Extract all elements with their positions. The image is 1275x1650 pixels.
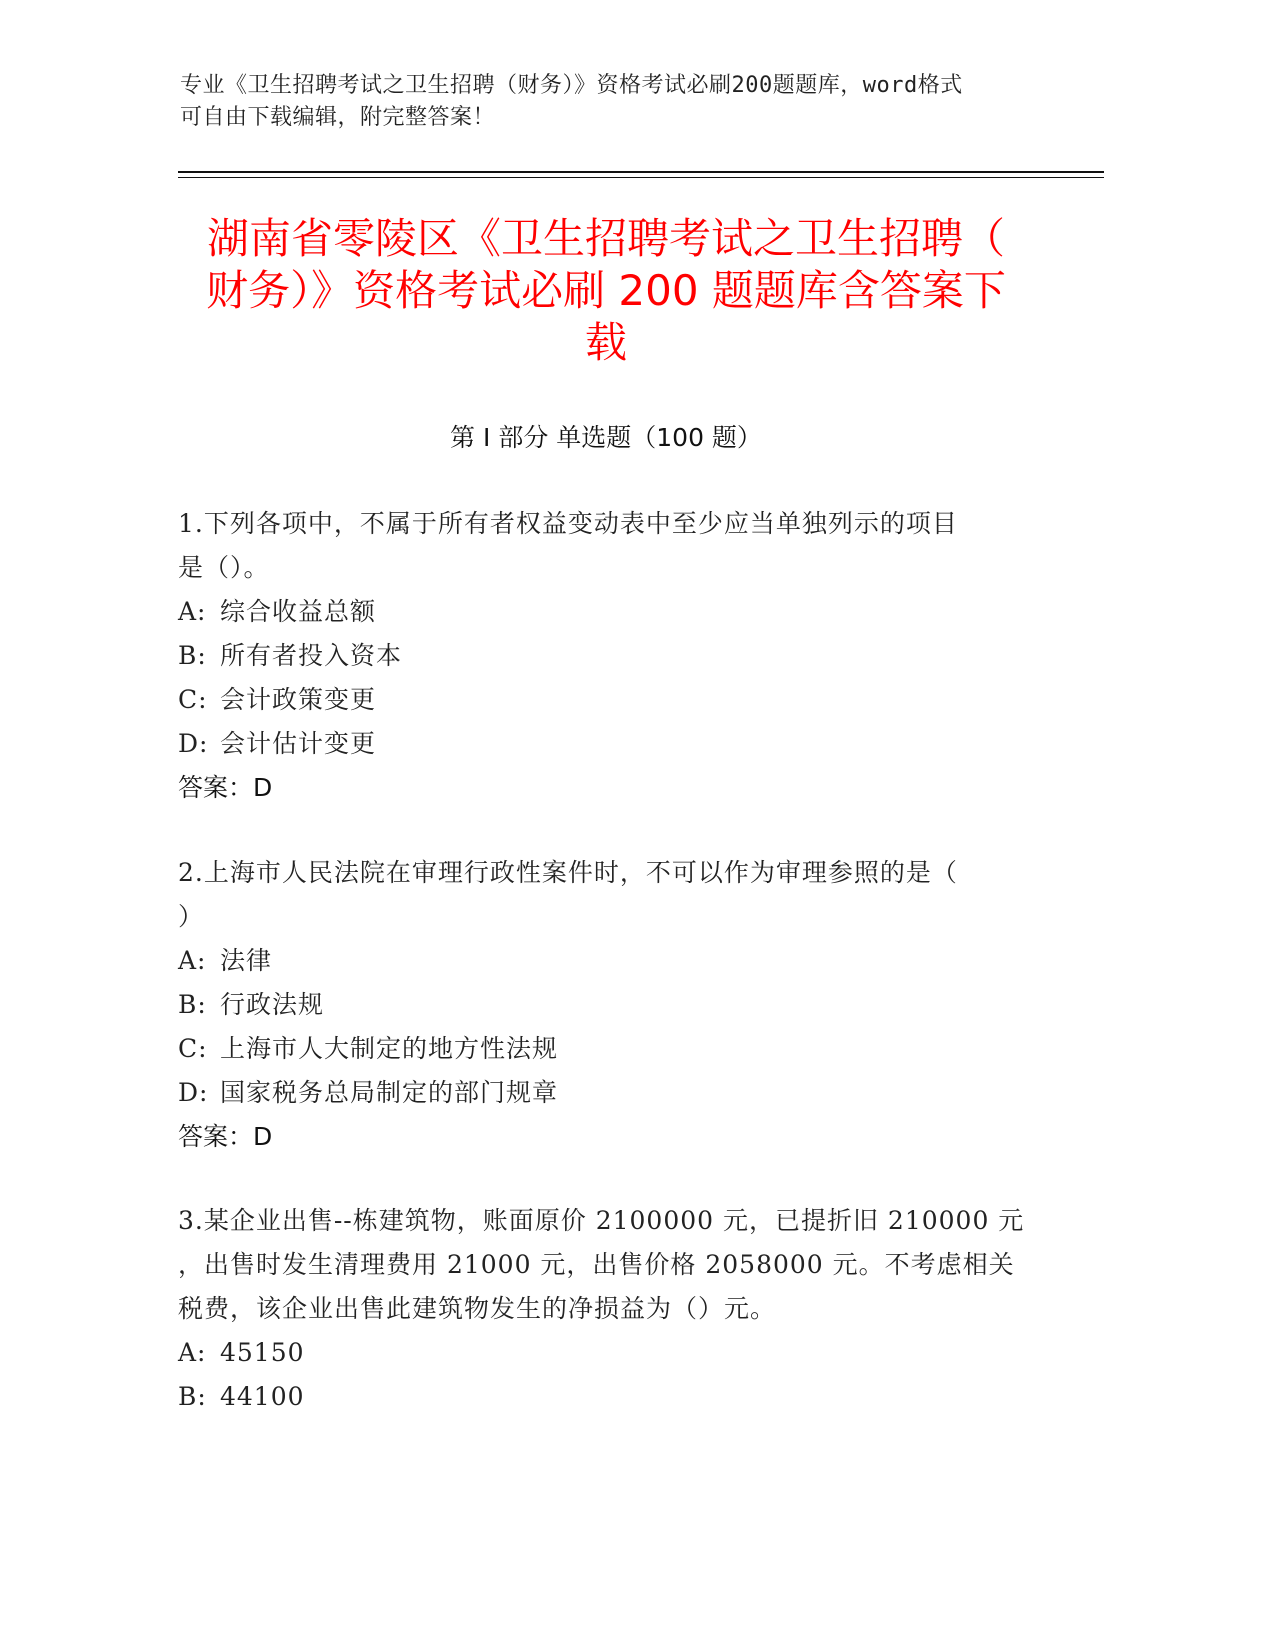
question-stem: ）	[178, 902, 205, 931]
question-stem: ，出售时发生清理费用 21000 元，出售价格 2058000 元。不考虑相关	[178, 1250, 1015, 1279]
option-key: B:	[178, 641, 207, 670]
option-c	[178, 1027, 1038, 1071]
answer-line: 答案：D	[178, 773, 273, 802]
answer-line: 答案：D	[178, 1122, 273, 1151]
question-stem: 3.某企业出售--栋建筑物，账面原价 2100000 元，已提折旧 210000 元	[178, 1206, 1025, 1235]
question-3	[178, 1199, 1038, 1419]
option-text: 会计政策变更	[220, 685, 377, 714]
document-title	[178, 213, 1034, 369]
option-a	[178, 1331, 1038, 1375]
option-text: 综合收益总额	[220, 597, 377, 626]
question-stem: 是（）。	[178, 553, 270, 582]
option-text: 45150	[220, 1338, 305, 1367]
option-text: 法律	[220, 946, 273, 975]
question-stem: 税费，该企业出售此建筑物发生的净损益为（）元。	[178, 1294, 777, 1323]
option-key: C:	[178, 1034, 208, 1063]
option-key: A:	[178, 946, 207, 975]
option-key: B:	[178, 1382, 207, 1411]
option-d	[178, 1071, 1038, 1115]
header-divider-thin	[178, 177, 1104, 178]
option-text: 会计估计变更	[220, 729, 377, 758]
option-d	[178, 722, 1038, 766]
option-text: 所有者投入资本	[220, 641, 403, 670]
option-text: 行政法规	[220, 990, 325, 1019]
section-heading: 第 I 部分 单选题（100 题）	[450, 423, 762, 452]
option-key: B:	[178, 990, 207, 1019]
title-line: 湖南省零陵区《卫生招聘考试之卫生招聘（	[206, 214, 1005, 263]
option-b	[178, 983, 1038, 1027]
question-stem: 1.下列各项中，不属于所有者权益变动表中至少应当单独列示的项目	[178, 509, 958, 538]
option-text: 上海市人大制定的地方性法规	[220, 1034, 559, 1063]
option-a	[178, 939, 1038, 983]
option-c	[178, 678, 1038, 722]
question-1	[178, 502, 1038, 810]
option-a	[178, 590, 1038, 634]
question-2	[178, 851, 1038, 1159]
option-key: D:	[178, 1078, 209, 1107]
option-key: C:	[178, 685, 208, 714]
option-key: D:	[178, 729, 209, 758]
option-b	[178, 634, 1038, 678]
title-line: 载	[584, 318, 627, 367]
header-divider-thick	[178, 171, 1104, 173]
header-note-line: 可自由下载编辑，附完整答案！	[180, 105, 496, 130]
option-text: 44100	[220, 1382, 305, 1411]
title-line: 财务）》资格考试必刷 200 题题库含答案下	[206, 266, 1006, 315]
option-key: A:	[178, 1338, 207, 1367]
header-note	[180, 70, 1040, 134]
option-key: A:	[178, 597, 207, 626]
question-stem: 2.上海市人民法院在审理行政性案件时，不可以作为审理参照的是（	[178, 858, 958, 887]
header-note-line: 专业《卫生招聘考试之卫生招聘（财务）》资格考试必刷200题题库，word格式	[180, 73, 963, 98]
option-b	[178, 1375, 1038, 1419]
option-text: 国家税务总局制定的部门规章	[220, 1078, 559, 1107]
